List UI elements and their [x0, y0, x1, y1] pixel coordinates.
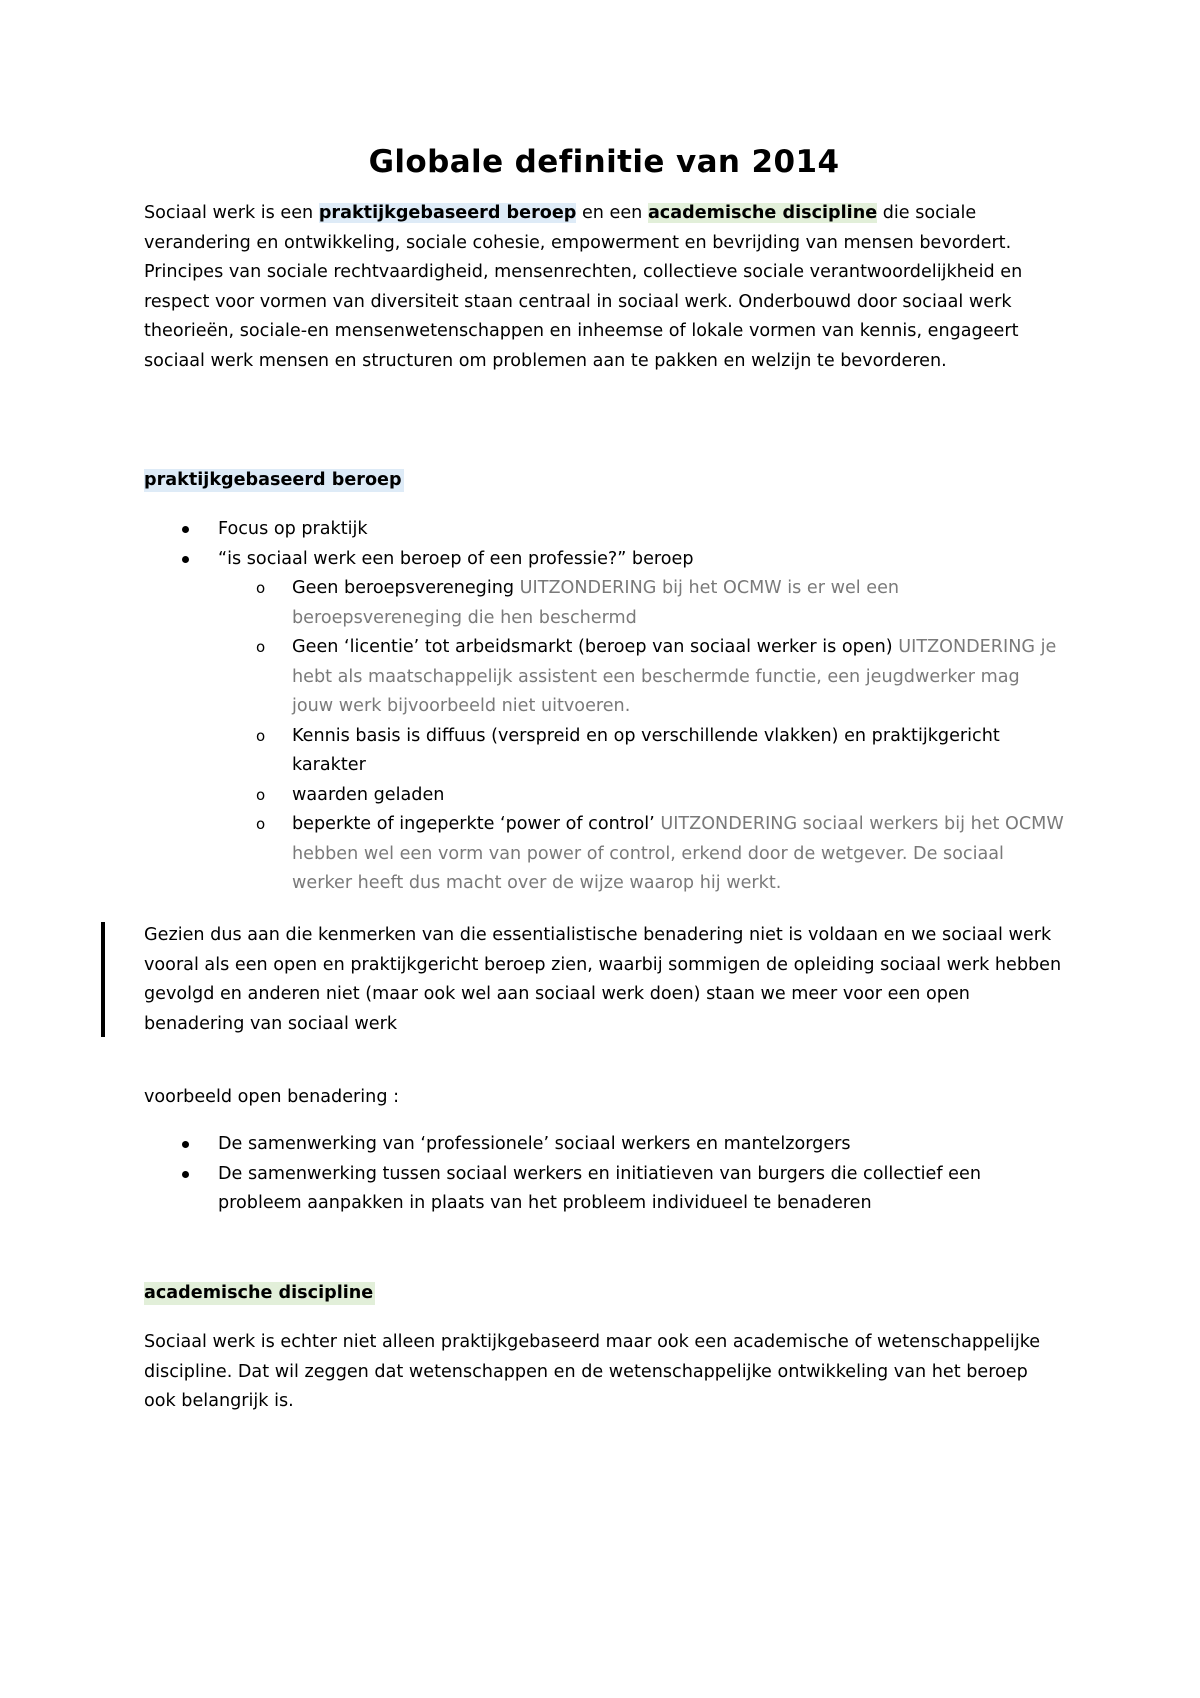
highlight-praktijkgebaseerd-beroep: praktijkgebaseerd beroep	[318, 203, 577, 223]
section-heading-academische-discipline	[144, 1279, 375, 1309]
intro-paragraph	[144, 199, 1064, 376]
sub-list-item	[144, 722, 1064, 781]
highlight-academische-discipline: academische discipline	[647, 203, 878, 223]
sub-item-text: waarden geladen	[292, 784, 445, 805]
sub-item-text: Geen beroepsvereneging	[292, 578, 520, 598]
section-heading-text: praktijkgebaseerd beroep	[144, 470, 402, 490]
list-item	[144, 515, 1064, 545]
sub-item-text: Geen ‘licentie’ tot arbeidsmarkt (beroep van sociaal werker is open)	[292, 637, 899, 657]
page-title: Globale definitie van 2014	[368, 144, 840, 180]
list-item-text: De samenwerking van ‘professionele’ sociaal werkers en mantelzorgers	[218, 1134, 851, 1154]
sub-list-item	[144, 633, 1064, 722]
circle-bullet-icon: o	[256, 785, 266, 804]
academic-paragraph: Sociaal werk is echter niet alleen praktijkgebaseerd maar ook een academische of wetenschappelijke discipline. Dat wil zeggen dat wetenschappen en de wetenschappelijke ontwikkeling van het beroep ook belangrijk is.	[144, 1332, 1041, 1411]
conclusion-paragraph: Gezien dus aan die kenmerken van die essentialistische benadering niet is voldaan en we sociaal werk vooral als een open en praktijkgericht beroep zien, waarbij sommigen de opleiding sociaal werk hebben gevolgd en anderen niet (maar ook wel aan sociaal werk doen) staan we meer voor een open benadering van sociaal werk	[144, 925, 1062, 1034]
circle-bullet-icon: o	[256, 815, 266, 833]
intro-text-2: en een	[576, 203, 648, 223]
list-item-text: De samenwerking tussen sociaal werkers en initiatieven van burgers die collectief een probleem aanpakken in plaats van het probleem individueel te benaderen	[218, 1163, 981, 1213]
sub-item-text: beperkte of ingeperkte ‘power of control’	[292, 814, 661, 834]
bullet-icon	[182, 1141, 189, 1148]
list-item	[144, 545, 1064, 575]
section-heading-text: academische discipline	[144, 1283, 374, 1303]
list-item	[144, 1130, 1064, 1160]
bullet-icon	[182, 526, 189, 533]
sub-item-note: UITZONDERING bij het OCMW is er wel een beroepsvereneging die hen beschermd	[292, 578, 900, 628]
bullet-list-voorbeelden	[144, 1130, 1064, 1219]
list-item-text: Focus op praktijk	[218, 519, 368, 539]
list-item	[144, 1160, 1064, 1219]
sub-item-text: Kennis basis is diffuus (verspreid en op verschillende vlakken) en praktijkgericht karakter	[292, 725, 1000, 775]
circle-bullet-icon: o	[256, 726, 266, 745]
bullet-icon	[182, 556, 189, 563]
sub-list-item	[144, 781, 1064, 811]
sub-item-note: UITZONDERING je hebt als maatschappelijk assistent een beschermde functie, een jeugdwerker mag jouw werk bijvoorbeeld niet uitvoeren.	[292, 637, 1057, 716]
circle-bullet-icon: o	[256, 638, 266, 656]
sub-list-item	[144, 810, 1064, 899]
sub-list-kenmerken	[144, 574, 1064, 899]
circle-bullet-icon: o	[256, 579, 266, 597]
bullet-icon	[182, 1171, 189, 1178]
intro-text-1: Sociaal werk is een	[144, 203, 319, 223]
intro-text-3: die sociale verandering en ontwikkeling, sociale cohesie, empowerment en bevrijding van mensen bevordert. Principes van sociale rechtvaardigheid, mensenrechten, collectieve sociale verantwoordelijkheid en respect voor vormen van diversiteit staan centraal in sociaal werk. Onderbouwd door sociaal werk theorieën, sociale-en mensenwetenschappen en inheemse of lokale vormen van kennis, engageert sociaal werk mensen en structuren om problemen aan te pakken en welzijn te bevorderen.	[144, 203, 1023, 371]
list-item-text: “is sociaal werk een beroep of een professie?” beroep	[218, 548, 694, 569]
sub-item-note: UITZONDERING sociaal werkers bij het OCMW hebben wel een vorm van power of control, erkend door de wetgever. De sociaal werker heeft dus macht over de wijze waarop hij werkt.	[292, 814, 1064, 893]
change-bar	[101, 922, 105, 1037]
bullet-list-praktijk	[144, 515, 1064, 574]
example-label: voorbeeld open benadering :	[144, 1087, 400, 1107]
section-heading-praktijkgebaseerd-beroep	[144, 466, 404, 496]
sub-list-item	[144, 574, 1064, 633]
